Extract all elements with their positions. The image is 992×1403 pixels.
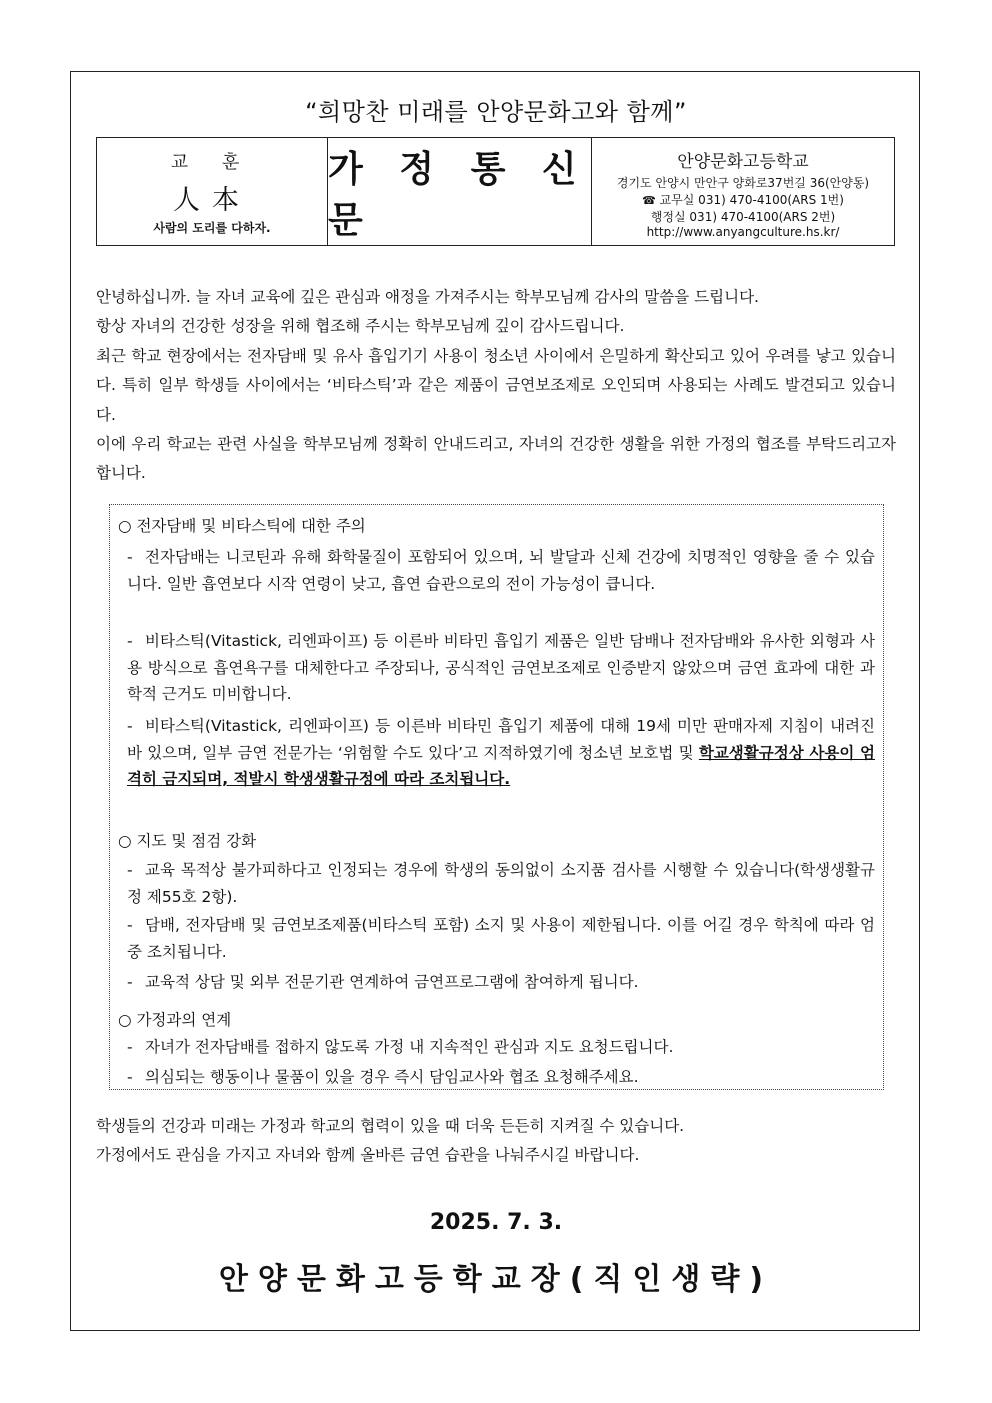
- school-name: 안양문화고등학교: [677, 152, 809, 172]
- list-item: - 교육 목적상 불가피하다고 인정되는 경우에 학생의 동의없이 소지품 검사를 시행할 수 있습니다(학생생활규정 제55호 2항).: [127, 861, 875, 906]
- list-item: - 의심되는 행동이나 물품이 있을 경우 즉시 담임교사와 협조 요청해주세요.: [127, 1068, 639, 1086]
- intro-text: [96, 283, 896, 489]
- intro-paragraph: 항상 자녀의 건강한 성장을 위해 협조해 주시는 학부모님께 깊이 감사드립니다.: [96, 317, 625, 336]
- motto-main: 人本: [173, 185, 251, 216]
- letterhead-table: [96, 137, 895, 246]
- school-address: 경기도 안양시 만안구 양화로37번길 36(안양동): [616, 176, 870, 190]
- phone-icon: ☎: [642, 194, 656, 207]
- school-info-cell: [592, 138, 894, 245]
- section-heading-guidance: ○ 지도 및 점검 강화: [118, 832, 257, 850]
- phone-academic: 교무실 031) 470-4100(ARS 1번): [659, 193, 844, 207]
- phone-admin: 행정실 031) 470-4100(ARS 2번): [650, 210, 836, 224]
- list-item: - 전자담배는 니코틴과 유해 화학물질이 포함되어 있으며, 뇌 발달과 신체 건강에 치명적인 영향을 줄 수 있습니다. 일반 흡연보다 시작 연령이 낮고, 흡연 습관으로의 전이 가능성이 큽니다.: [127, 548, 875, 593]
- section-heading-family: ○ 가정과의 연계: [118, 1011, 232, 1029]
- closing-paragraph: 가정에서도 관심을 가지고 자녀와 함께 올바른 금연 습관을 나눠주시길 바랍니다.: [96, 1146, 640, 1164]
- motto-subtitle: 사람의 도리를 다하자.: [153, 221, 271, 235]
- intro-paragraph: 이에 우리 학교는 관련 사실을 학부모님께 정확히 안내드리고, 자녀의 건강한 생활을 위한 가정의 협조를 부탁드리고자 합니다.: [96, 435, 896, 483]
- motto-cell: [97, 138, 328, 245]
- list-item: - 자녀가 전자담배를 접하지 않도록 가정 내 지속적인 관심과 지도 요청드립니다.: [127, 1038, 674, 1056]
- intro-paragraph: 최근 학교 현장에서는 전자담배 및 유사 흡입기기 사용이 청소년 사이에서 은밀하게 확산되고 있어 우려를 낳고 있습니다. 특히 일부 학생들 사이에서는 ‘비타스틱’과 같은 제품이 금연보조제로 오인되며 사용되는 사례도 발견되고 있습니다.: [96, 346, 896, 424]
- list-item: - 교육적 상담 및 외부 전문기관 연계하여 금연프로그램에 참여하게 됩니다.: [127, 973, 639, 991]
- emphasis-notice: 학교생활규정상 사용이 엄격히 금지되며, 적발시 학생생활규정에 따라 조치됩니다.: [127, 743, 875, 788]
- newsletter-title: 가 정 통 신 문: [328, 148, 589, 241]
- school-website[interactable]: http://www.anyangculture.hs.kr/: [646, 225, 840, 239]
- section-heading-caution: ○ 전자담배 및 비타스틱에 대한 주의: [118, 517, 366, 535]
- closing-paragraph: 학생들의 건강과 미래는 가정과 학교의 협력이 있을 때 더욱 든든히 지켜질 수 있습니다.: [96, 1117, 685, 1135]
- closing-text: [96, 1112, 896, 1170]
- list-item: - 비타스틱(Vitastick, 리엔파이프) 등 이른바 비타민 흡입기 제품에 대해 19세 미만 판매자제 지침이 내려진 바 있으며, 일부 금연 전문가는 ‘위험할 수도 있다’고 지적하였기에 청소년 보호법 및 학교생활규정상 사용이 엄격히 금지되며, 적발시 학생생활규정에 따라 조치됩니다.: [127, 717, 875, 788]
- phone-academic-line: [592, 191, 894, 208]
- title-cell: [328, 138, 592, 245]
- motto-label: 교 훈: [170, 152, 254, 173]
- issue-date: 2025. 7. 3.: [429, 1210, 563, 1235]
- list-item: - 담배, 전자담배 및 금연보조제품(비타스틱 포함) 소지 및 사용이 제한됩니다. 이를 어길 경우 학칙에 따라 엄중 조치됩니다.: [127, 916, 875, 961]
- list-item: - 비타스틱(Vitastick, 리엔파이프) 등 이른바 비타민 흡입기 제품은 일반 담배나 전자담배와 유사한 외형과 사용 방식으로 흡연욕구를 대체한다고 주장되나, 공식적인 금연보조제로 인증받지 않았으며 금연 효과에 대한 과학적 근거도 미비합니다.: [127, 632, 875, 703]
- school-slogan: “희망찬 미래를 안양문화고와 함께”: [305, 98, 687, 126]
- principal-signature: 안양문화고등학교장(직인생략): [218, 1262, 774, 1297]
- intro-paragraph: 안녕하십니까. 늘 자녀 교육에 깊은 관심과 애정을 가져주시는 학부모님께 감사의 말씀을 드립니다.: [96, 288, 759, 306]
